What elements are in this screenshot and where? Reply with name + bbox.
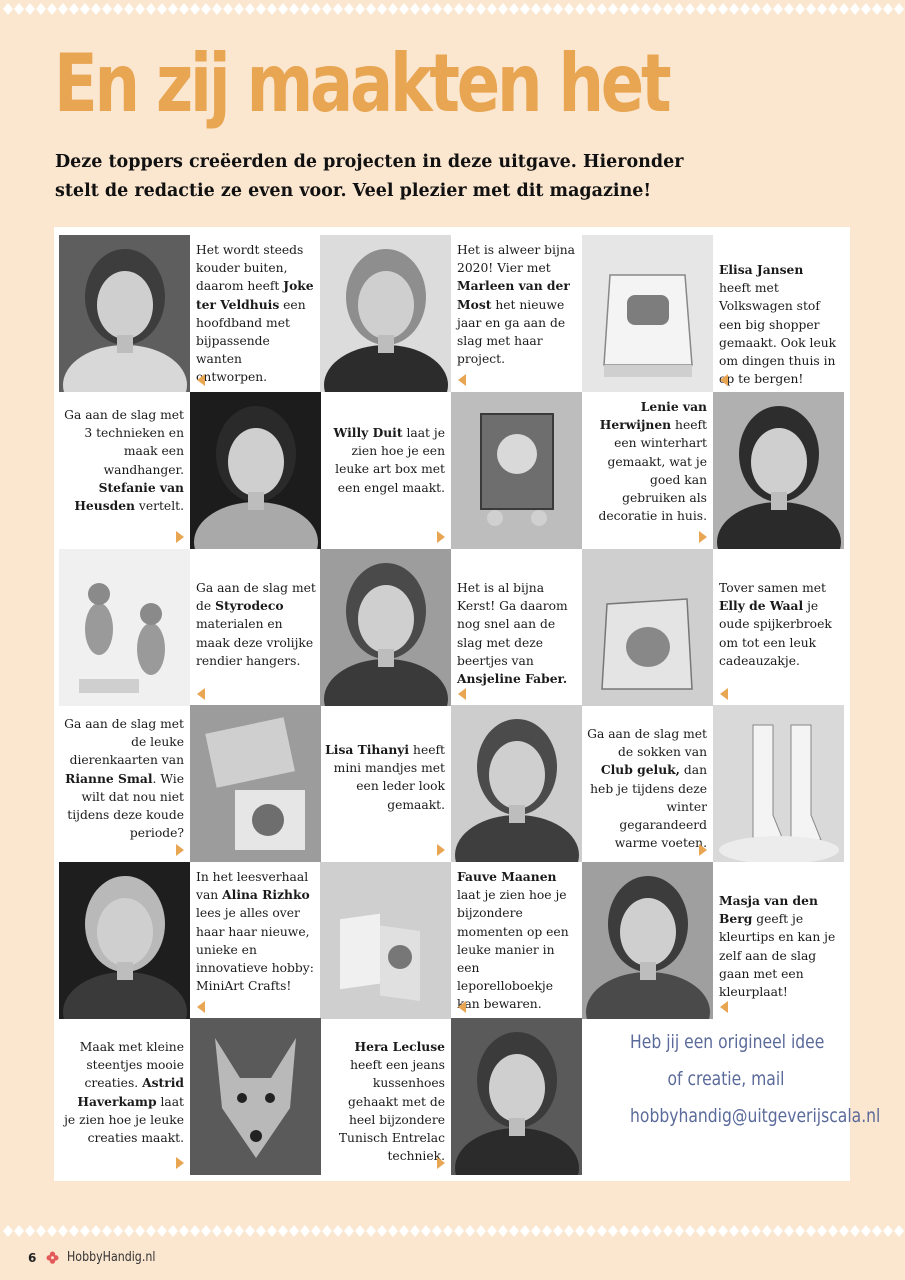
photo-ansjeline-faber: [320, 549, 451, 706]
contributor-name: Fauve Maanen: [457, 869, 557, 884]
arrow-right-icon: [437, 1157, 445, 1169]
arrow-left-icon: [458, 374, 466, 386]
card-text-rianne-smal: [59, 705, 190, 862]
decorative-border-bottom: [0, 1222, 905, 1240]
arrow-right-icon: [699, 531, 707, 543]
contributor-name: Alina Rizhko: [222, 887, 310, 903]
card-text-part: geeft je kleurtips en kan je zelf aan de slag gaan met een kleurplaat!: [719, 912, 836, 1000]
contributor-name: Lisa Tihanyi: [325, 742, 410, 757]
card-text-part: heeft mini mandjes met een leder look gemaakt.: [333, 743, 445, 812]
flower-logo-icon: [46, 1251, 59, 1264]
arrow-left-icon: [720, 374, 728, 386]
card-text-part: Tover samen met: [719, 581, 826, 595]
contributor-name: Styrodeco: [215, 598, 284, 614]
photo-elly-de-waal: [582, 549, 713, 706]
card-text-lisa-tihanyi: [320, 705, 451, 862]
contributor-name: Elly de Waal: [719, 598, 804, 614]
arrow-right-icon: [437, 844, 445, 856]
arrow-right-icon: [699, 844, 707, 856]
arrow-right-icon: [176, 531, 184, 543]
photo-lenie-van-herwijnen: [713, 392, 844, 549]
card-text-ansjeline-faber: [451, 549, 582, 706]
photo-styrodeco: [59, 549, 190, 706]
page-footer: [28, 1250, 171, 1265]
card-text-part: vertelt.: [134, 499, 184, 514]
cta-email[interactable]: hobbyhandig@uitgeverijscala.nl: [630, 1105, 881, 1127]
card-text-elly-de-waal: [713, 549, 844, 706]
contributor-name: Elisa Jansen: [719, 262, 804, 277]
contributor-name: Stefanie van Heusden: [74, 479, 184, 514]
card-text-styrodeco: [190, 549, 321, 706]
card-text-elisa-jansen: [713, 235, 844, 392]
page-title: En zij maakten het: [54, 37, 669, 130]
card-text-part: een hoofdband met bijpassende wanten ontworpen.: [196, 297, 306, 385]
decorative-border-top: [0, 0, 905, 18]
card-text-part: Het is al bijna Kerst! Ga daarom nog snel aan de slag met deze beertjes van: [457, 581, 568, 668]
contributor-name: Masja van den Berg: [719, 893, 818, 927]
arrow-right-icon: [176, 1157, 184, 1169]
photo-astrid-haverkamp: [190, 1018, 321, 1175]
arrow-left-icon: [197, 374, 205, 386]
photo-willy-duit: [451, 392, 582, 549]
card-text-willy-duit: [320, 392, 451, 549]
card-text-alina-rizhko: [190, 862, 321, 1019]
card-text-fauve-maanen: [451, 862, 582, 1019]
intro-text: Deze toppers creëerden de projecten in deze uitgave. Hieronder stelt de redactie ze even voor. Veel plezier met dit magazine!: [55, 152, 684, 201]
photo-hera-lecluse: [451, 1018, 582, 1175]
photo-rianne-smal: [190, 705, 321, 862]
cta-line-2: of creatie, mail: [667, 1068, 785, 1090]
card-text-part: Ga aan de slag met de: [196, 581, 316, 614]
contributor-name: Hera Lecluse: [354, 1039, 445, 1054]
card-text-part: Het wordt steeds kouder buiten, daarom heeft: [196, 243, 304, 294]
card-text-part: lees je alles over haar haar nieuwe, unieke en innovatieve hobby: MiniArt Crafts!: [196, 906, 314, 994]
card-text-lenie-van-herwijnen: [582, 392, 713, 549]
photo-lisa-tihanyi: [451, 705, 582, 862]
contributor-name: Lenie van Herwijnen: [599, 399, 707, 433]
arrow-left-icon: [458, 1001, 466, 1013]
arrow-left-icon: [197, 688, 205, 700]
arrow-left-icon: [720, 688, 728, 700]
page-number: 6: [28, 1250, 37, 1265]
submit-idea-callout: [630, 1024, 881, 1135]
card-text-part: je oude spijkerbroek om tot een leuk cadeauzakje.: [719, 599, 832, 668]
card-text-part: . Wie wilt dat nou niet tijdens deze koude periode?: [67, 771, 184, 841]
contributor-name: Willy Duit: [333, 425, 403, 440]
photo-stefanie-van-heusden: [190, 392, 321, 549]
card-text-part: laat je zien hoe je leuke creaties maakt.: [64, 1094, 184, 1146]
card-text-club-geluk: [582, 705, 713, 862]
card-text-part: Het is alweer bijna 2020! Vier met: [457, 243, 576, 276]
arrow-left-icon: [458, 688, 466, 700]
card-text-stefanie-van-heusden: [59, 392, 190, 549]
arrow-right-icon: [437, 531, 445, 543]
card-text-part: heeft met Volkswagen stof een big shopper gemaakt. Ook leuk om dingen thuis in op te bergen!: [719, 281, 837, 387]
photo-fauve-maanen: [320, 862, 451, 1019]
card-text-masja-van-den-berg: [713, 862, 844, 1019]
photo-joke-ter-veldhuis: [59, 235, 190, 392]
card-text-part: het nieuwe jaar en ga aan de slag met haar project.: [457, 297, 566, 367]
cta-line-1: Heb jij een origineel idee: [630, 1031, 825, 1053]
card-text-marleen-van-der-most: [451, 235, 582, 392]
card-text-joke-ter-veldhuis: [190, 235, 321, 392]
contributor-name: Marleen van der Most: [457, 278, 570, 312]
contributors-grid: [54, 227, 881, 1181]
card-text-part: laat je zien hoe je bijzondere momenten op een leuke manier in een leporelloboekje kan bewaren.: [457, 888, 569, 1012]
card-text-part: In het leesverhaal van: [196, 870, 309, 903]
contributor-name: Rianne Smal: [65, 770, 153, 786]
card-text-hera-lecluse: [320, 1018, 451, 1175]
contributor-name: Ansjeline Faber.: [457, 671, 568, 687]
arrow-left-icon: [720, 1001, 728, 1013]
card-text-part: Maak met kleine steentjes mooie creaties.: [79, 1040, 184, 1091]
photo-masja-van-den-berg: [582, 862, 713, 1019]
contributor-name: Club geluk,: [600, 762, 680, 778]
card-text-part: materialen en maak deze vrolijke rendier hangers.: [196, 617, 314, 668]
card-text-part: Ga aan de slag met de sokken van: [587, 727, 707, 760]
card-text-part: dan heb je tijdens deze winter gegarandeerd warme voeten.: [590, 763, 707, 851]
card-text-part: Ga aan de slag met de leuke dierenkaarten van: [64, 717, 184, 768]
photo-club-geluk: [713, 705, 844, 862]
contributor-name: Joke ter Veldhuis: [196, 278, 314, 312]
card-text-part: Ga aan de slag met 3 technieken en maak een wandhanger.: [64, 408, 184, 477]
site-brand: HobbyHandig.nl: [67, 1250, 156, 1265]
photo-alina-rizhko: [59, 862, 190, 1019]
photo-elisa-jansen: [582, 235, 713, 392]
card-text-astrid-haverkamp: [59, 1018, 190, 1175]
card-text-part: laat je zien hoe je een leuke art box met een engel maakt.: [335, 426, 445, 495]
photo-marleen-van-der-most: [320, 235, 451, 392]
arrow-left-icon: [197, 1001, 205, 1013]
contributor-name: Astrid Haverkamp: [77, 1075, 184, 1109]
card-text-part: heeft een jeans kussenhoes gehaakt met de heel bijzondere Tunisch Entrelac techniek.: [338, 1058, 445, 1164]
card-text-part: heeft een winterhart gemaakt, wat je goed kan gebruiken als decoratie in huis.: [598, 418, 707, 524]
arrow-right-icon: [176, 844, 184, 856]
